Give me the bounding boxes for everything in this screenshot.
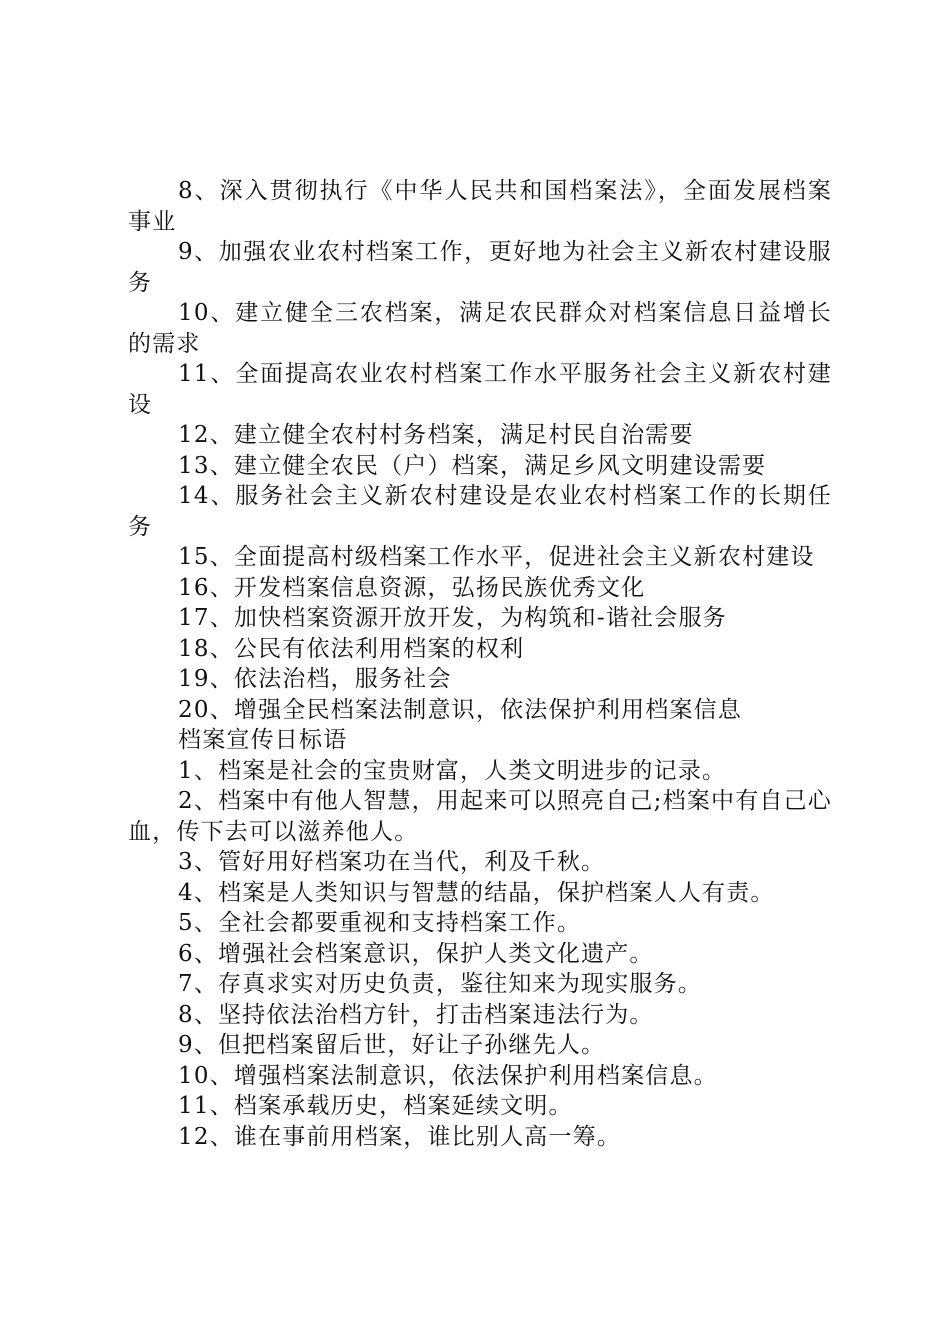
section-heading: 档案宣传日标语	[178, 727, 348, 753]
slogan-paragraph: 16、开发档案信息资源，弘扬民族优秀文化	[178, 574, 646, 601]
slogan-paragraph: 11、全面提高农业农村档案工作水平服务社会主义新农村建设	[128, 361, 832, 418]
document-body	[128, 176, 832, 1152]
slogan-paragraph: 18、公民有依法利用档案的权利	[178, 635, 525, 662]
slogan-paragraph: 10、建立健全三农档案，满足农民群众对档案信息日益增长的需求	[128, 300, 832, 357]
slogan-paragraph: 11、档案承载历史，档案延续文明。	[178, 1093, 573, 1119]
slogan-paragraph: 4、档案是人类知识与智慧的结晶，保护档案人人有责。	[178, 879, 775, 906]
slogan-paragraph: 12、谁在事前用档案，谁比别人高一筹。	[178, 1123, 622, 1150]
slogan-paragraph: 6、增强社会档案意识，保护人类文化遗产。	[178, 940, 654, 967]
slogan-paragraph: 19、依法治档，服务社会	[178, 666, 452, 692]
slogan-paragraph: 3、管好用好档案功在当代，利及千秋。	[178, 849, 606, 875]
slogan-paragraph: 2、档案中有他人智慧，用起来可以照亮自己;档案中有自己心血，传下去可以滋养他人。	[128, 788, 832, 845]
slogan-paragraph: 5、全社会都要重视和支持档案工作。	[178, 910, 582, 936]
slogan-paragraph: 9、但把档案留后世，好让子孙继先人。	[178, 1032, 606, 1058]
slogan-paragraph: 7、存真求实对历史负责，鉴往知来为现实服务。	[178, 971, 703, 997]
slogan-paragraph: 8、坚持依法治档方针，打击档案违法行为。	[178, 1001, 654, 1028]
slogan-paragraph: 12、建立健全农村村务档案，满足村民自治需要	[178, 422, 694, 448]
slogan-paragraph: 20、增强全民档案法制意识，依法保护利用档案信息	[178, 696, 743, 723]
slogan-paragraph: 14、服务社会主义新农村建设是农业农村档案工作的长期任务	[128, 483, 832, 540]
slogan-paragraph: 13、建立健全农民（户）档案，满足乡风文明建设需要	[178, 452, 767, 479]
slogan-paragraph: 15、全面提高村级档案工作水平，促进社会主义新农村建设	[178, 544, 815, 570]
slogan-paragraph: 17、加快档案资源开放开发，为构筑和-谐社会服务	[178, 605, 727, 631]
slogan-paragraph: 8、深入贯彻执行《中华人民共和国档案法》，全面发展档案事业	[128, 178, 832, 235]
slogan-paragraph: 10、增强档案法制意识，依法保护利用档案信息。	[178, 1062, 718, 1089]
slogan-paragraph: 1、档案是社会的宝贵财富，人类文明进步的记录。	[178, 757, 727, 784]
slogan-paragraph: 9、加强农业农村档案工作，更好地为社会主义新农村建设服务	[128, 239, 832, 296]
